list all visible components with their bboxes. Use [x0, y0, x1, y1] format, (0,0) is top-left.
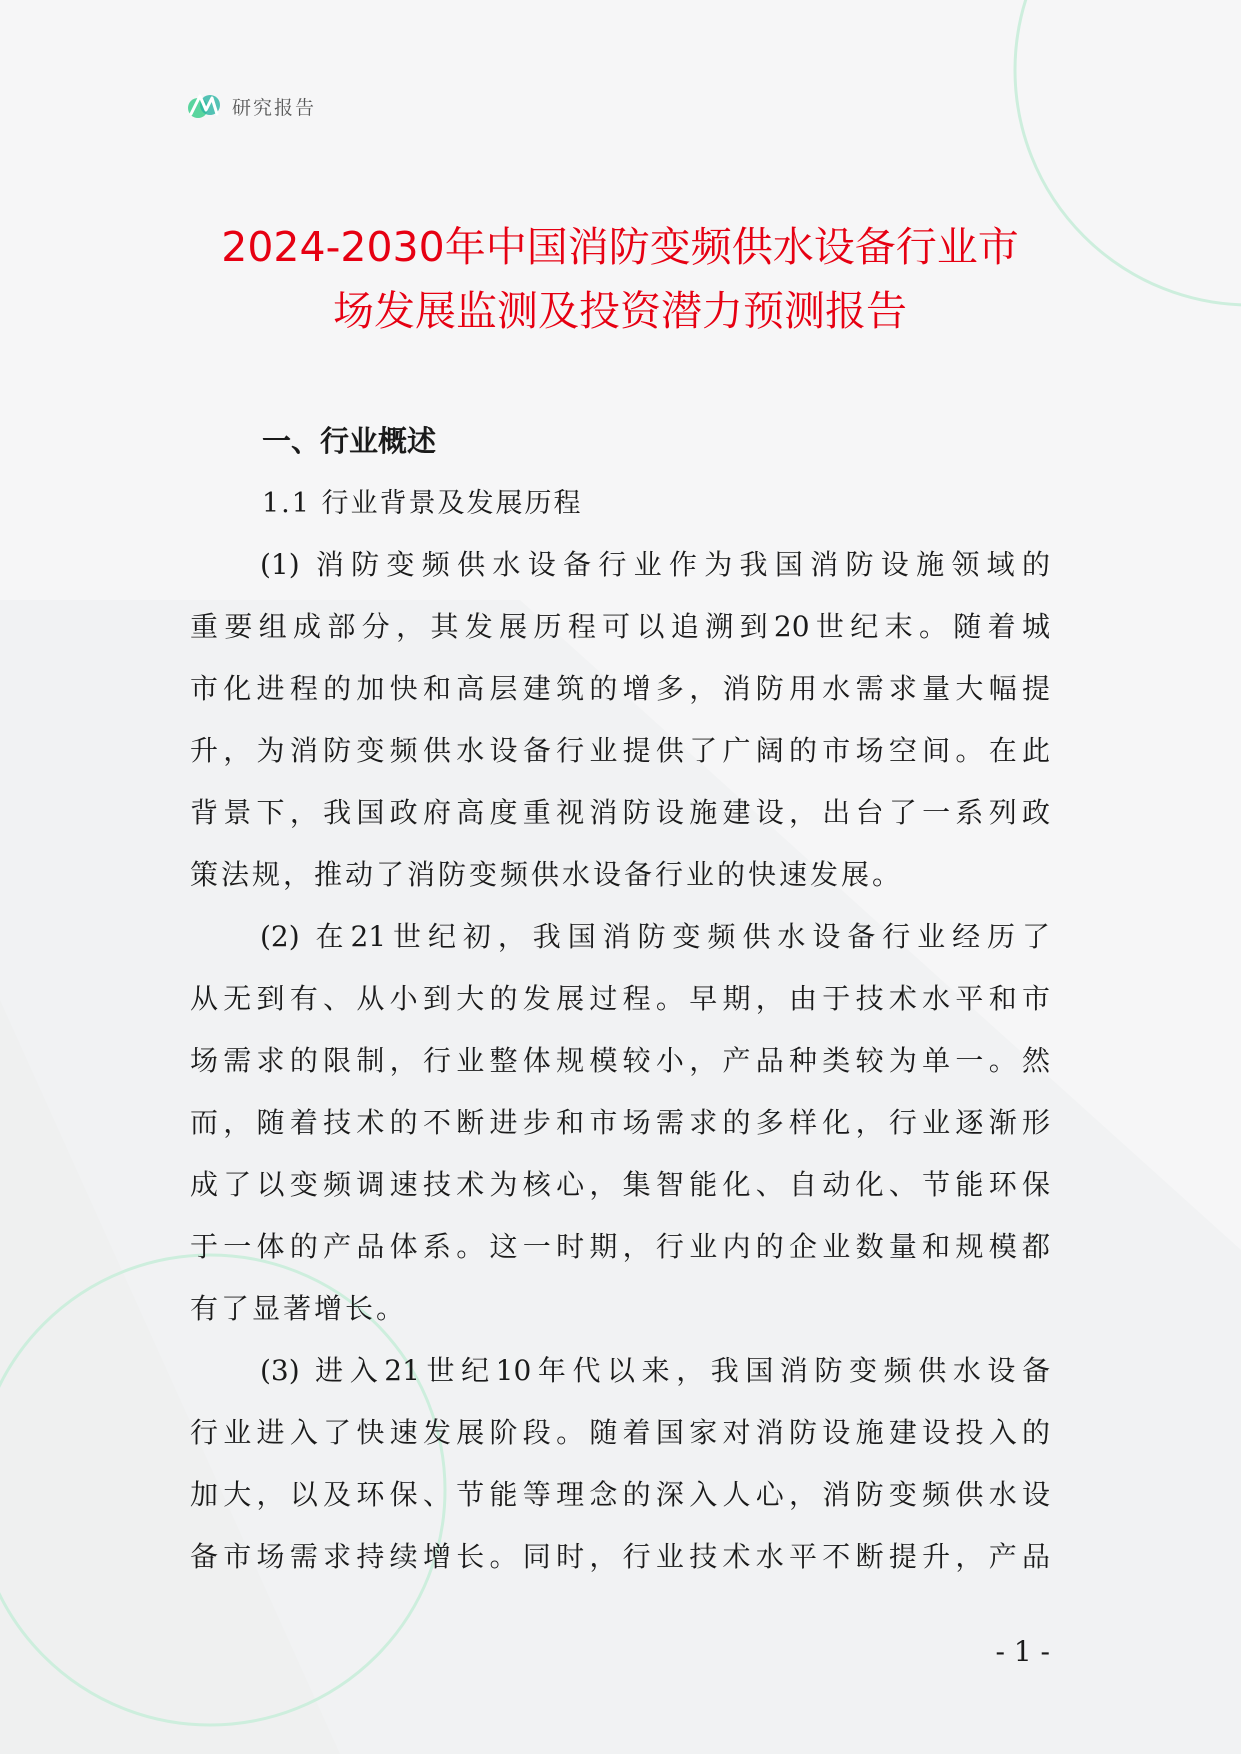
paragraph-line: 重要组成部分，其发展历程可以追溯到20世纪末。随着城 [190, 610, 1050, 643]
title-line: 2024-2030年中国消防变频供水设备行业市 [221, 223, 1019, 271]
report-title [180, 215, 1060, 343]
paragraph-line: (3) 进入21世纪10年代以来，我国消防变频供水设备 [260, 1354, 1050, 1387]
paragraph-line: (2) 在21世纪初，我国消防变频供水设备行业经历了 [260, 920, 1050, 953]
paragraph-line: 市化进程的加快和高层建筑的增多，消防用水需求量大幅提 [190, 672, 1050, 705]
page-header [186, 88, 316, 124]
page-number: - 1 - [995, 1635, 1050, 1668]
paragraph-line: 有了显著增长。 [190, 1292, 408, 1325]
paragraph-line: 场需求的限制，行业整体规模较小，产品种类较为单一。然 [190, 1044, 1050, 1077]
paragraph-line: 从无到有、从小到大的发展过程。早期，由于技术水平和市 [190, 982, 1050, 1015]
paragraph-line: 而，随着技术的不断进步和市场需求的多样化，行业逐渐形 [190, 1106, 1050, 1139]
header-label: 研究报告 [232, 96, 317, 119]
body-text [190, 534, 1050, 1588]
paragraph-line: 加大，以及环保、节能等理念的深入人心，消防变频供水设 [190, 1478, 1050, 1511]
paragraph-line: 升，为消防变频供水设备行业提供了广阔的市场空间。在此 [190, 734, 1050, 767]
paragraph-line: (1) 消防变频供水设备行业作为我国消防设施领域的 [260, 548, 1050, 581]
paragraph-line: 备市场需求持续增长。同时，行业技术水平不断提升，产品 [190, 1540, 1050, 1573]
paragraph-line: 策法规，推动了消防变频供水设备行业的快速发展。 [190, 858, 904, 891]
paragraph-line: 行业进入了快速发展阶段。随着国家对消防设施建设投入的 [190, 1416, 1050, 1449]
report-logo-icon [186, 88, 222, 124]
section-heading: 一、行业概述 [262, 424, 437, 458]
paragraph-line: 于一体的产品体系。这一时期，行业内的企业数量和规模都 [190, 1230, 1050, 1263]
paragraph-line: 成了以变频调速技术为核心，集智能化、自动化、节能环保 [190, 1168, 1050, 1201]
paragraph-line: 背景下，我国政府高度重视消防设施建设，出台了一系列政 [190, 796, 1050, 829]
title-line: 场发展监测及投资潜力预测报告 [333, 287, 907, 335]
subsection-heading: 1.1 行业背景及发展历程 [262, 488, 583, 519]
